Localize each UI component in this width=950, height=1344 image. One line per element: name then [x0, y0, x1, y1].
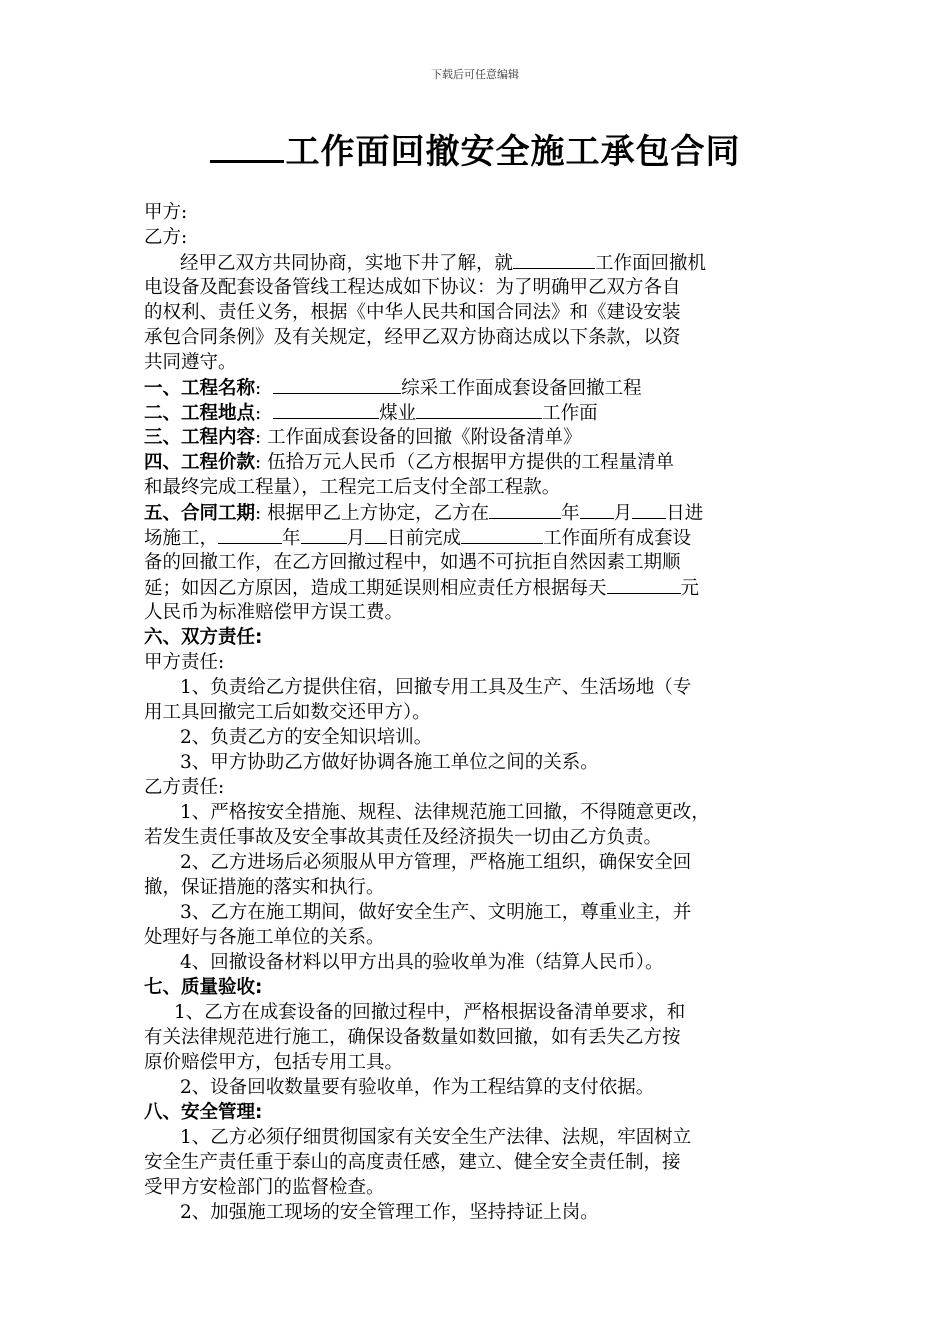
- section-text: 综采工作面成套设备回撤工程: [401, 378, 642, 399]
- clause-line: 原价赔偿甲方，包括专用工具。: [144, 1052, 404, 1073]
- blank-field: [218, 525, 282, 544]
- clause-line: 1、乙方必须仔细贯彻国家有关安全生产法律、法规，牢固树立: [180, 1127, 692, 1148]
- section-text: 月: [613, 503, 633, 524]
- duty-line: 4、回撤设备材料以甲方出具的验收单为准（结算人民币）。: [180, 952, 664, 973]
- section-6-label: 六、双方责任:: [144, 627, 263, 648]
- party-b: 乙方:: [144, 227, 188, 248]
- clause-line: 1、乙方在成套设备的回撤过程中，严格根据设备清单要求，和: [174, 1002, 686, 1023]
- title-blank: [210, 130, 284, 163]
- section-5-line: [144, 575, 814, 600]
- section-text: 日进: [666, 503, 704, 524]
- clause-line: 有关法律规范进行施工，确保设备数量如数回撤，如有丢失乙方按: [144, 1027, 681, 1048]
- section-text: 工作面成套设备的回撤《附设备清单》: [267, 427, 582, 448]
- section-text: 年: [282, 528, 301, 549]
- section-text: 月: [346, 528, 366, 549]
- colon: :: [255, 503, 262, 524]
- section-label: 五、合同工期: [144, 503, 256, 524]
- section-text: 工作面: [542, 403, 598, 424]
- blank-field: [301, 525, 347, 544]
- section-text: 工作面所有成套设: [543, 528, 692, 549]
- section-text: 场施工，: [144, 528, 219, 549]
- colon: :: [255, 452, 262, 473]
- section-5: [144, 500, 814, 525]
- section-label: 一、工程名称: [144, 378, 256, 399]
- section-3: [144, 425, 814, 450]
- section-2: [144, 400, 814, 425]
- section-label: 三、工程内容: [144, 427, 256, 448]
- duty-line: 1、严格按安全措施、规程、法律规范施工回撤，不得随意更改，: [180, 802, 710, 823]
- duty-line: 3、甲方协助乙方做好协调各施工单位之间的关系。: [180, 752, 599, 773]
- clause-line: 2、设备回收数量要有验收单，作为工程结算的支付依据。: [180, 1077, 655, 1098]
- section-1: [144, 375, 814, 400]
- contract-body: [144, 200, 814, 1225]
- colon: :: [255, 403, 262, 424]
- party-b-duties-title: 乙方责任:: [144, 777, 225, 798]
- duty-line: 1、负责给乙方提供住宿，回撤专用工具及生产、生活场地（专: [180, 677, 692, 698]
- blank-field: [365, 525, 387, 544]
- section-5-line: [144, 525, 814, 550]
- intro-line: [144, 250, 814, 275]
- blank-field: [580, 500, 614, 519]
- party-a: 甲方:: [144, 202, 188, 223]
- blank-field: [416, 400, 542, 419]
- section-text: 年: [561, 503, 580, 524]
- blank-field: [632, 500, 666, 519]
- blank-field: [489, 500, 561, 519]
- section-label: 四、工程价款: [144, 452, 256, 473]
- section-5-line: 人民币为标准赔偿甲方误工费。: [144, 602, 404, 623]
- title-text: 工作面回撤安全施工承包合同: [285, 132, 741, 172]
- section-label: 二、工程地点: [144, 403, 256, 424]
- section-text: 元: [680, 578, 700, 599]
- intro-text: 工作面回撤机: [595, 253, 707, 274]
- section-text: 煤业: [379, 403, 417, 424]
- duty-line: 若发生责任事故及安全事故其责任及经济损失一切由乙方负责。: [144, 827, 663, 848]
- intro-line: 承包合同条例》及有关规定，经甲乙双方协商达成以下条款，以资: [144, 327, 681, 348]
- blank-field: [607, 575, 681, 594]
- section-4: [144, 450, 814, 475]
- header-note: 下载后可任意编辑: [431, 68, 519, 81]
- clause-line: 2、加强施工现场的安全管理工作，坚持持证上岗。: [180, 1202, 599, 1223]
- intro-line: 的权利、责任义务，根据《中华人民共和国合同法》和《建设安装: [144, 302, 681, 323]
- blank-field: [273, 375, 401, 394]
- section-text: 日前完成: [387, 528, 462, 549]
- intro-text: 经甲乙双方共同协商，实地下井了解，就: [180, 253, 514, 274]
- blank-field: [273, 400, 379, 419]
- section-text: 延；如因乙方原因，造成工期延误则相应责任方根据每天: [144, 578, 607, 599]
- clause-line: 受甲方安检部门的监督检查。: [144, 1177, 385, 1198]
- section-5-line: 备的回撤工作，在乙方回撤过程中，如遇不可抗拒自然因素工期顺: [144, 552, 681, 573]
- duty-line: 2、负责乙方的安全知识培训。: [180, 727, 433, 748]
- page-title: [0, 124, 950, 173]
- section-8-label: 八、安全管理:: [144, 1102, 263, 1123]
- duty-line: 用工具回撤完工后如数交还甲方）。: [144, 702, 431, 723]
- section-4-cont: 和最终完成工程量），工程完工后支付全部工程款。: [144, 477, 561, 498]
- intro-line: 电设备及配套设备管线工程达成如下协议：为了明确甲乙双方各自: [144, 277, 681, 298]
- colon: :: [255, 378, 262, 399]
- section-text: 根据甲乙上方协定，乙方在: [267, 503, 490, 524]
- duty-line: 3、乙方在施工期间，做好安全生产、文明施工，尊重业主，并: [180, 902, 692, 923]
- clause-line: 安全生产责任重于泰山的高度责任感，建立、健全安全责任制，接: [144, 1152, 681, 1173]
- duty-line: 处理好与各施工单位的关系。: [144, 927, 385, 948]
- section-7-label: 七、质量验收:: [144, 977, 263, 998]
- blank-field: [461, 525, 543, 544]
- duty-line: 2、乙方进场后必须服从甲方管理，严格施工组织，确保安全回: [180, 852, 692, 873]
- section-text: 伍拾万元人民币（乙方根据甲方提供的工程量清单: [267, 452, 675, 473]
- blank-field: [513, 250, 595, 269]
- colon: :: [255, 427, 262, 448]
- party-a-duties-title: 甲方责任:: [144, 652, 225, 673]
- duty-line: 撤，保证措施的落实和执行。: [144, 877, 385, 898]
- intro-line: 共同遵守。: [144, 352, 237, 373]
